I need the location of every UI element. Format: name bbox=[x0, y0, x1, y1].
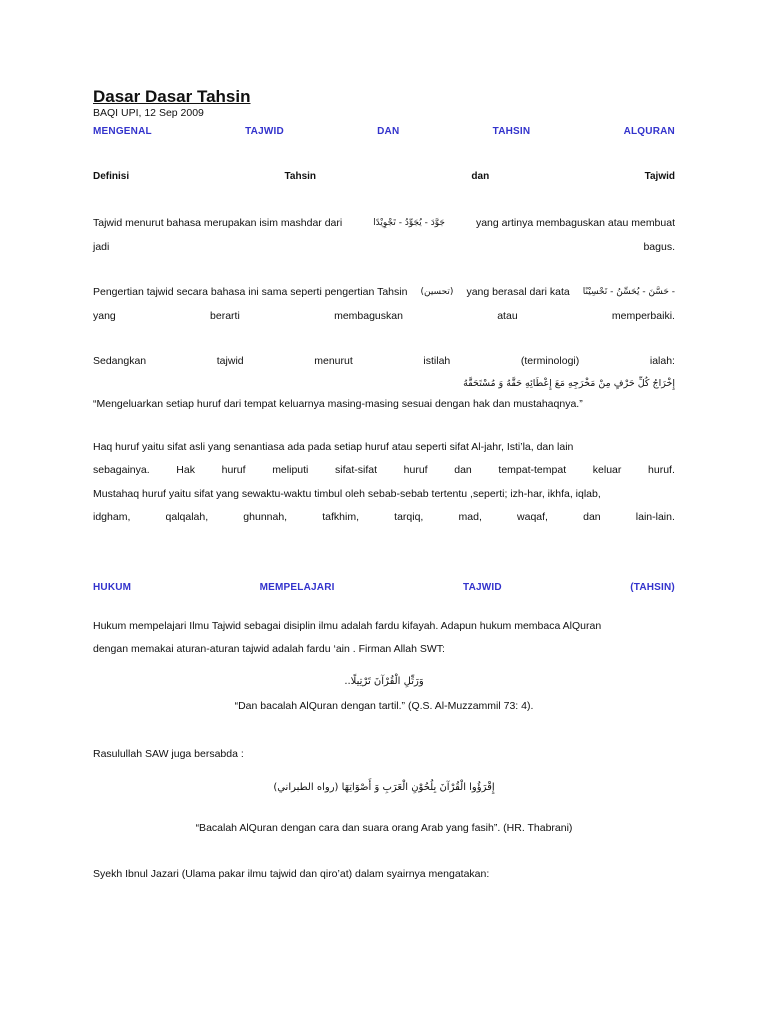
heading-word: MENGENAL bbox=[93, 126, 152, 137]
paragraph-hukum bbox=[93, 615, 675, 662]
text-word: atau bbox=[497, 309, 518, 322]
document-content bbox=[93, 86, 675, 884]
document-meta: BAQI UPI, 12 Sep 2009 bbox=[93, 107, 204, 119]
text-word: huruf bbox=[403, 464, 428, 476]
text-segment: Tajwid menurut bahasa merupakan isim mashdar dari bbox=[93, 217, 343, 229]
paragraph-jazari: Syekh Ibnul Jazari (Ulama pakar ilmu tajwid dan qiro’at) dalam syairnya mengatakan: bbox=[93, 867, 490, 880]
text-word: ghunnah, bbox=[243, 511, 288, 523]
paragraph-line: Mustahaq huruf yaitu sifat yang sewaktu-waktu timbul oleh sebab-sebab tertentu ,seperti; izh-har, ikhfa, iqlab, bbox=[93, 487, 601, 500]
text-segment: Pengertian tajwid secara bahasa ini sama seperti pengertian Tahsin bbox=[93, 286, 408, 298]
text-segment: bagus. bbox=[643, 240, 675, 253]
text-word: menurut bbox=[314, 355, 353, 367]
text-segment: yang berasal dari kata bbox=[466, 286, 570, 298]
text-word: berarti bbox=[210, 309, 240, 322]
document-title: Dasar Dasar Tahsin bbox=[93, 87, 251, 106]
verse-translation: “Dan bacalah AlQuran dengan tartil.” (Q.S. Al-Muzzammil 73: 4). bbox=[234, 699, 534, 712]
text-word: waqaf, bbox=[517, 511, 548, 523]
text-word: tajwid bbox=[216, 355, 244, 367]
text-word: dan bbox=[454, 464, 472, 476]
text-word: tempat-tempat bbox=[498, 464, 567, 476]
text-word: membaguskan bbox=[334, 309, 403, 322]
arabic-inline: جَوَّدَ - يُجَوِّدُ - تَجْوِيْدًا bbox=[373, 218, 445, 228]
heading-word: TAJWID bbox=[245, 126, 284, 137]
heading-word: TAJWID bbox=[463, 581, 502, 593]
heading-word: MEMPELAJARI bbox=[259, 581, 335, 593]
text-word: meliputi bbox=[272, 464, 309, 476]
section-heading-mengenal bbox=[93, 126, 675, 137]
text-word: ialah: bbox=[649, 355, 675, 367]
heading-word: Definisi bbox=[93, 171, 130, 182]
paragraph-haq-mustahaq bbox=[93, 436, 675, 530]
paragraph-tajwid-istilah bbox=[93, 350, 675, 414]
text-word: idgham, bbox=[93, 511, 131, 523]
text-word: tarqiq, bbox=[394, 511, 424, 523]
definition-quote: “Mengeluarkan setiap huruf dari tempat keluarnya masing-masing sesuai dengan hak dan mustahaqnya.” bbox=[93, 397, 583, 410]
text-word: qalqalah, bbox=[165, 511, 209, 523]
arabic-hadith: إِقْرَؤُوا الْقُرْآنَ بِلُحُوْنِ الْعَرَبِ وَ أَصْوَاتِهَا (رواه الطبراني) bbox=[273, 781, 495, 793]
paragraph-line bbox=[93, 459, 675, 483]
paragraph-line bbox=[93, 506, 675, 530]
text-word: (terminologi) bbox=[520, 355, 580, 367]
section-heading-definisi bbox=[93, 171, 675, 182]
heading-word: Tajwid bbox=[644, 171, 675, 182]
text-word: istilah bbox=[423, 355, 451, 367]
heading-word: Tahsin bbox=[284, 171, 317, 182]
text-word: Hak bbox=[176, 464, 195, 476]
text-word: huruf. bbox=[648, 464, 675, 476]
arabic-inline: حَسَّنَ - يُحَسِّنُ - تَحْسِيْنًا - bbox=[582, 287, 675, 297]
heading-word: (TAHSIN) bbox=[630, 581, 675, 593]
text-segment: jadi bbox=[93, 240, 110, 253]
hadith-translation: “Bacalah AlQuran dengan cara dan suara orang Arab yang fasih”. (HR. Thabrani) bbox=[195, 821, 573, 834]
heading-word: HUKUM bbox=[93, 581, 132, 593]
text-word: sifat-sifat bbox=[335, 464, 378, 476]
paragraph-tahsin-bahasa bbox=[93, 281, 675, 328]
text-word: mad, bbox=[458, 511, 482, 523]
section-heading-hukum bbox=[93, 582, 675, 593]
arabic-definition: إِخْرَاجُ كُلِّ حَرْفٍ مِنْ مَخْرَجِهِ مَعَ إِعْطَائِهِ حَقَّهُ وَ مُسْتَحَقَّهُ bbox=[463, 377, 675, 389]
text-word: yang bbox=[93, 309, 116, 322]
text-word: Sedangkan bbox=[93, 355, 147, 367]
paragraph-line: Hukum mempelajari Ilmu Tajwid sebagai disiplin ilmu adalah fardu kifayah. Adapun hukum membaca AlQuran bbox=[93, 619, 602, 632]
paragraph-line: Haq huruf yaitu sifat asli yang senantiasa ada pada setiap huruf atau seperti sifat Al-jahr, Isti’la, dan lain bbox=[93, 440, 574, 453]
paragraph-line bbox=[93, 350, 675, 374]
paragraph-line bbox=[93, 212, 675, 236]
paragraph-line bbox=[93, 236, 675, 260]
text-word: huruf bbox=[221, 464, 246, 476]
arabic-inline: (تحسين) bbox=[420, 287, 454, 297]
heading-word: dan bbox=[471, 171, 490, 182]
heading-word: DAN bbox=[377, 126, 400, 137]
paragraph-line bbox=[93, 281, 675, 305]
heading-word: TAHSIN bbox=[492, 126, 531, 137]
text-segment: yang artinya membaguskan atau membuat bbox=[475, 217, 675, 229]
hadith-intro: Rasulullah SAW juga bersabda : bbox=[93, 747, 244, 760]
paragraph-line: dengan memakai aturan-aturan tajwid adalah fardu ‘ain . Firman Allah SWT: bbox=[93, 643, 445, 655]
text-word: dan bbox=[583, 511, 601, 523]
text-word: tafkhim, bbox=[322, 511, 360, 523]
text-word: memperbaiki. bbox=[611, 309, 675, 322]
arabic-verse: وَرَتِّلِ الْقُرْآنَ تَرْتِيلًا.. bbox=[344, 675, 424, 687]
text-word: keluar bbox=[592, 464, 622, 476]
paragraph-line bbox=[93, 305, 675, 329]
text-word: sebagainya. bbox=[93, 464, 150, 476]
heading-word: ALQURAN bbox=[623, 126, 675, 137]
text-word: lain-lain. bbox=[635, 511, 675, 523]
paragraph-tajwid-bahasa bbox=[93, 212, 675, 259]
